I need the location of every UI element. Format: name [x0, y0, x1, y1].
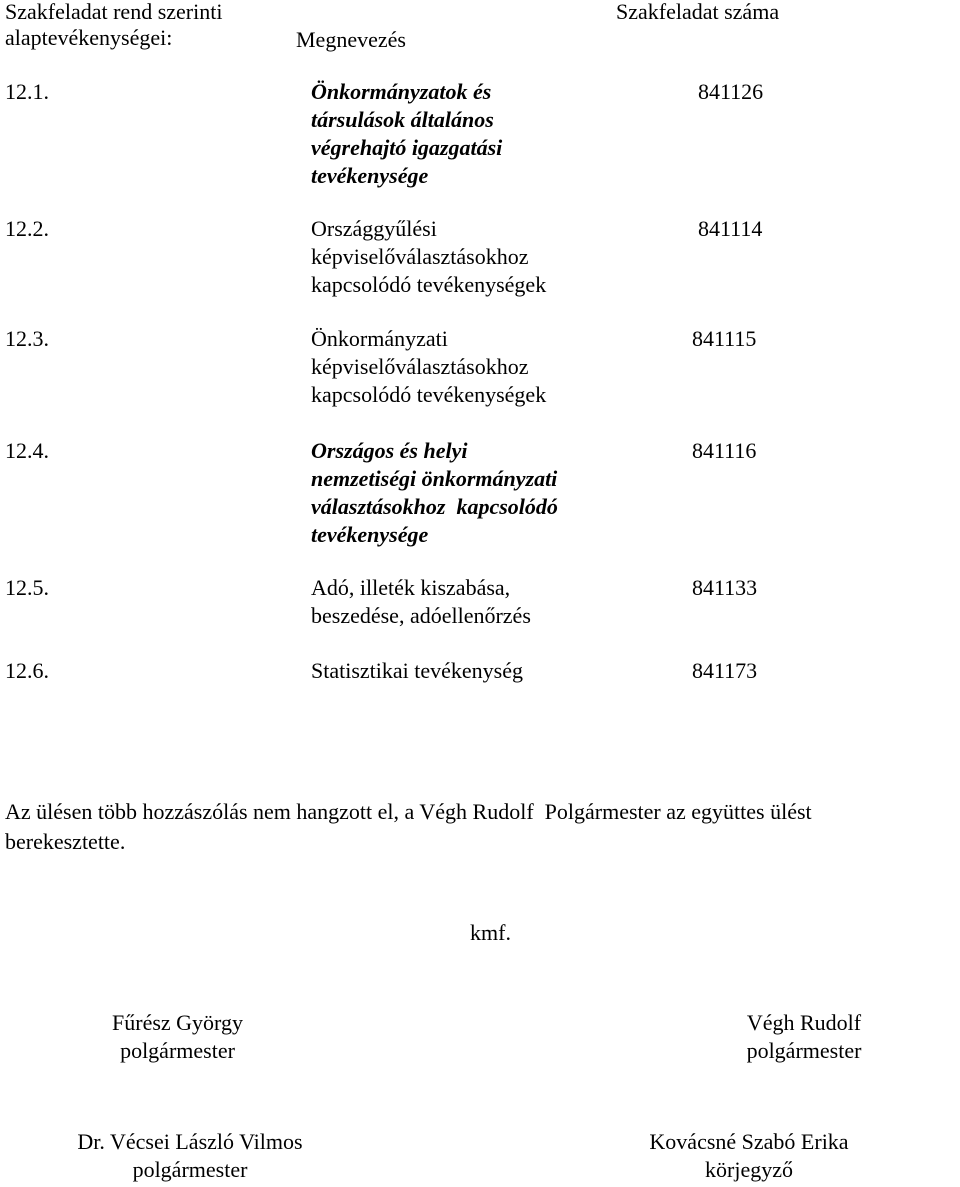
- row-number: 12.4.: [5, 438, 49, 463]
- row-code: 841116: [692, 438, 757, 463]
- row-description: Önkormányzati képviselőválasztásokhoz kapcsolódó tevékenységek: [311, 326, 547, 407]
- row-description: Országos és helyi nemzetiségi önkormányzati választásokhoz kapcsolódó tevékenysége: [311, 438, 558, 547]
- signature-title: körjegyző: [705, 1157, 793, 1182]
- header-col3: Szakfeladat száma: [616, 0, 780, 24]
- signature-title: polgármester: [746, 1038, 862, 1063]
- signature-name: Kovácsné Szabó Erika: [649, 1129, 849, 1154]
- closing-line-1: Az ülésen több hozzászólás nem hangzott el, a Végh Rudolf Polgármester az együttes ülést: [5, 799, 812, 824]
- signature-name: Dr. Vécsei László Vilmos: [77, 1129, 303, 1154]
- row-code: 841114: [698, 216, 763, 241]
- signature-name: Fűrész György: [112, 1010, 243, 1035]
- signature-block: [686, 1009, 922, 1065]
- row-number: 12.1.: [5, 79, 49, 104]
- header-col1-line2: alaptevékenységei:: [5, 25, 173, 50]
- signature-block: [40, 1128, 340, 1184]
- row-code: 841173: [692, 658, 758, 683]
- row-description: Önkormányzatok és társulások általános végrehajtó igazgatási tevékenysége: [311, 79, 503, 188]
- header-col1-line1: Szakfeladat rend szerinti: [5, 0, 223, 24]
- signature-title: polgármester: [132, 1157, 248, 1182]
- row-number: 12.5.: [5, 575, 49, 600]
- row-code: 841133: [692, 575, 758, 600]
- row-number: 12.6.: [5, 658, 49, 683]
- signature-block: [618, 1128, 880, 1184]
- row-description: Adó, illeték kiszabása, beszedése, adóellenőrzés: [311, 575, 531, 628]
- row-number: 12.2.: [5, 216, 49, 241]
- signature-name: Végh Rudolf: [746, 1010, 862, 1035]
- row-description: Statisztikai tevékenység: [311, 658, 523, 683]
- signature-title: polgármester: [120, 1038, 235, 1063]
- row-number: 12.3.: [5, 326, 49, 351]
- row-description: Országgyűlési képviselőválasztásokhoz kapcsolódó tevékenységek: [311, 216, 547, 297]
- signature-block: [60, 1009, 295, 1065]
- row-code: 841126: [698, 79, 764, 104]
- closing-line-2: berekesztette.: [5, 829, 126, 854]
- header-col2: Megnevezés: [296, 27, 406, 52]
- kmf-label: kmf.: [470, 920, 511, 945]
- row-code: 841115: [692, 326, 757, 351]
